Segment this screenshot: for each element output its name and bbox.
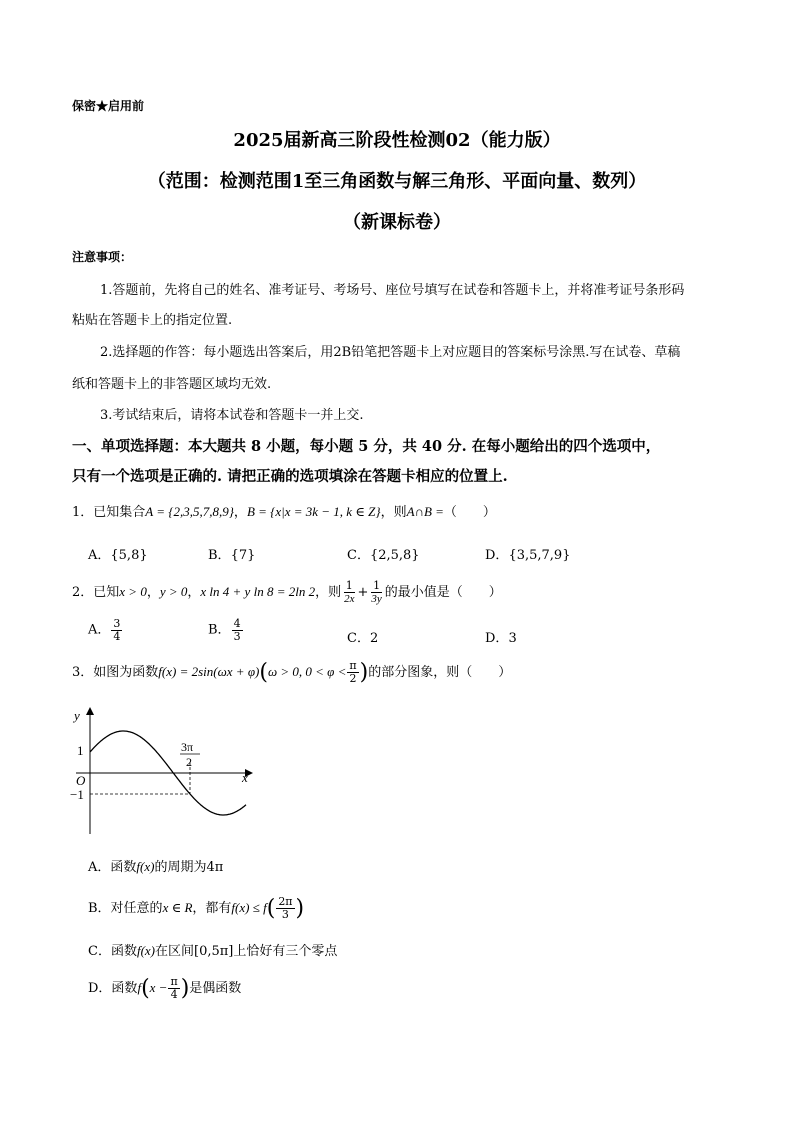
option-b[interactable]: B．{7} [208, 548, 256, 563]
notice-heading: 注意事项： [72, 250, 133, 264]
option-d[interactable]: D．3 [485, 631, 517, 646]
question-1: 1．已知集合A = {2,3,5,7,8,9}，B = {x|x = 3k − 1, k ∈ Z}，则A∩B =（ ） [72, 504, 496, 520]
option-a[interactable]: A． $\frac{3}{4}$ [88, 617, 121, 643]
section-instruction: 只有一个选项是正确的. 请把正确的选项填涂在答题卡相应的位置上. [72, 468, 508, 485]
exam-title: 2025届新高三阶段性检测02（能力版） [233, 130, 561, 151]
option-a[interactable]: A．{5,8} [88, 548, 148, 563]
y-tick-label: −1 [70, 787, 84, 802]
option-d[interactable]: D．函数f(x − $\frac{\pi}{4}$ )是偶函数 [88, 975, 242, 1001]
function-graph [68, 700, 268, 840]
option-c[interactable]: C．{2,5,8} [347, 548, 420, 563]
notice-line: 2.选择题的作答：每小题选出答案后，用2B铅笔把答题卡上对应题目的答案标号涂黑.写在试卷、草稿 [100, 345, 681, 360]
question-3: 3．如图为函数f(x) = 2sin(ωx + φ)(ω > 0, 0 < φ < $\frac{\pi}{2}$ )的部分图象，则（ ） [72, 659, 512, 685]
exam-paper-type: （新课标卷） [343, 212, 451, 233]
option-a[interactable]: A．函数f(x)的周期为4π [88, 859, 224, 875]
question-2: 2．已知x > 0，y > 0，x ln 4 + y ln 8 = 2ln 2，则 $\frac{1}{2x}$ + $\frac{1}{3y}$ 的最小值是（ ） [72, 579, 502, 605]
x-tick-label-numerator: 3π [181, 740, 194, 754]
notice-line: 粘贴在答题卡上的指定位置. [72, 313, 233, 328]
section-instruction: 一、单项选择题：本大题共 8 小题，每小题 5 分，共 40 分. 在每小题给出的四个选项中， [72, 438, 661, 455]
x-tick-label-denominator: 2 [186, 755, 192, 769]
y-tick-label: 1 [77, 743, 84, 758]
notice-line: 纸和答题卡上的非答题区域均无效. [72, 377, 272, 392]
option-b[interactable]: B． $\frac{4}{3}$ [208, 617, 241, 643]
option-c[interactable]: C．2 [347, 631, 379, 646]
option-c[interactable]: C．函数f(x)在区间[0,5π]上恰好有三个零点 [88, 943, 338, 959]
notice-line: 3.考试结束后，请将本试卷和答题卡一并上交. [100, 408, 364, 423]
y-axis-label: y [74, 708, 80, 723]
option-d[interactable]: D．{3,5,7,9} [485, 548, 571, 563]
origin-label: O [76, 773, 86, 788]
confidential-mark: 保密★启用前 [72, 99, 145, 113]
notice-line: 1.答题前，先将自己的姓名、准考证号、考场号、座位号填写在试卷和答题卡上，并将准考证号条形码 [100, 283, 685, 298]
option-b[interactable]: B．对任意的x ∈ R，都有f(x) ≤ f( $\frac{2\pi}{3}$ ) [88, 895, 305, 921]
x-axis-label: x [242, 770, 248, 785]
exam-scope: （范围：检测范围1至三角函数与解三角形、平面向量、数列） [147, 171, 647, 192]
